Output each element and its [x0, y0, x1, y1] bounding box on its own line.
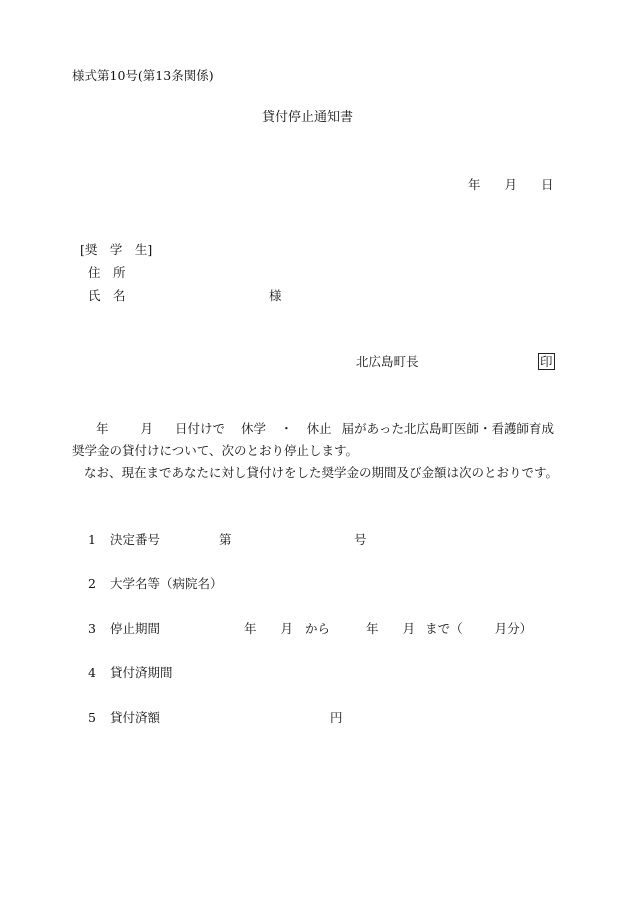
- name-label: 氏 名: [88, 288, 126, 303]
- honorific: 様: [269, 288, 282, 303]
- body-line-3: なお、現在まであなたに対し貸付けをした奨学金の期間及び金額は次のとおりです。: [84, 465, 559, 480]
- item-4-label: 貸付済期間: [109, 665, 173, 680]
- option-leave: 休学: [241, 421, 267, 436]
- item-3-from: から: [305, 621, 331, 636]
- option-bullet: ・: [280, 421, 293, 436]
- item-1: [88, 534, 160, 547]
- item-2-number: 2: [88, 576, 96, 591]
- item-4: [88, 667, 172, 680]
- item-4-number: 4: [88, 665, 96, 680]
- item-5: [88, 712, 160, 725]
- body-line-2: 奨学金の貸付けについて、次のとおり停止します。: [72, 443, 359, 458]
- item-3-number: 3: [88, 621, 96, 636]
- item-3-until: まで（: [425, 621, 463, 636]
- item-2: [88, 578, 222, 591]
- form-reference: 様式第10号(第13条関係): [72, 68, 214, 83]
- date-line: [468, 179, 554, 192]
- sender-name: 北広島町長: [356, 354, 419, 369]
- item-1-prefix: 第: [219, 532, 232, 547]
- option-stop: 休止: [306, 421, 332, 436]
- item-3-year-start: 年: [244, 621, 257, 636]
- item-2-label: 大学名等（病院名）: [109, 576, 223, 591]
- item-3-year-end: 年: [366, 621, 379, 636]
- item-1-label: 決定番号: [109, 532, 160, 547]
- item-1-suffix: 号: [354, 532, 367, 547]
- body-line-1: [96, 423, 554, 436]
- item-3-months: 月分）: [494, 621, 533, 636]
- item-5-label: 貸付済額: [109, 710, 160, 725]
- item-3-month-start: 月: [280, 621, 294, 636]
- date-month: 月: [504, 177, 518, 192]
- document-title: 貸付停止通知書: [262, 110, 354, 125]
- body-line-1-end: 届があった北広島町医師・看護師育成: [341, 421, 554, 436]
- item-3-period: [244, 623, 532, 636]
- seal-mark: 印: [540, 354, 553, 369]
- body-dated: 日付けで: [175, 421, 226, 436]
- item-1-number: 1: [88, 532, 96, 547]
- item-3: [88, 623, 160, 636]
- item-3-month-end: 月: [402, 621, 416, 636]
- recipient-category: [奨 学 生]: [80, 242, 153, 257]
- address-label: 住 所: [88, 265, 126, 280]
- body-year: 年: [96, 421, 109, 436]
- body-month: 月: [140, 421, 154, 436]
- item-5-unit: 円: [330, 710, 343, 725]
- item-5-number: 5: [88, 710, 96, 725]
- item-3-label: 停止期間: [109, 621, 160, 636]
- date-day: 日: [541, 177, 554, 192]
- date-year: 年: [468, 177, 481, 192]
